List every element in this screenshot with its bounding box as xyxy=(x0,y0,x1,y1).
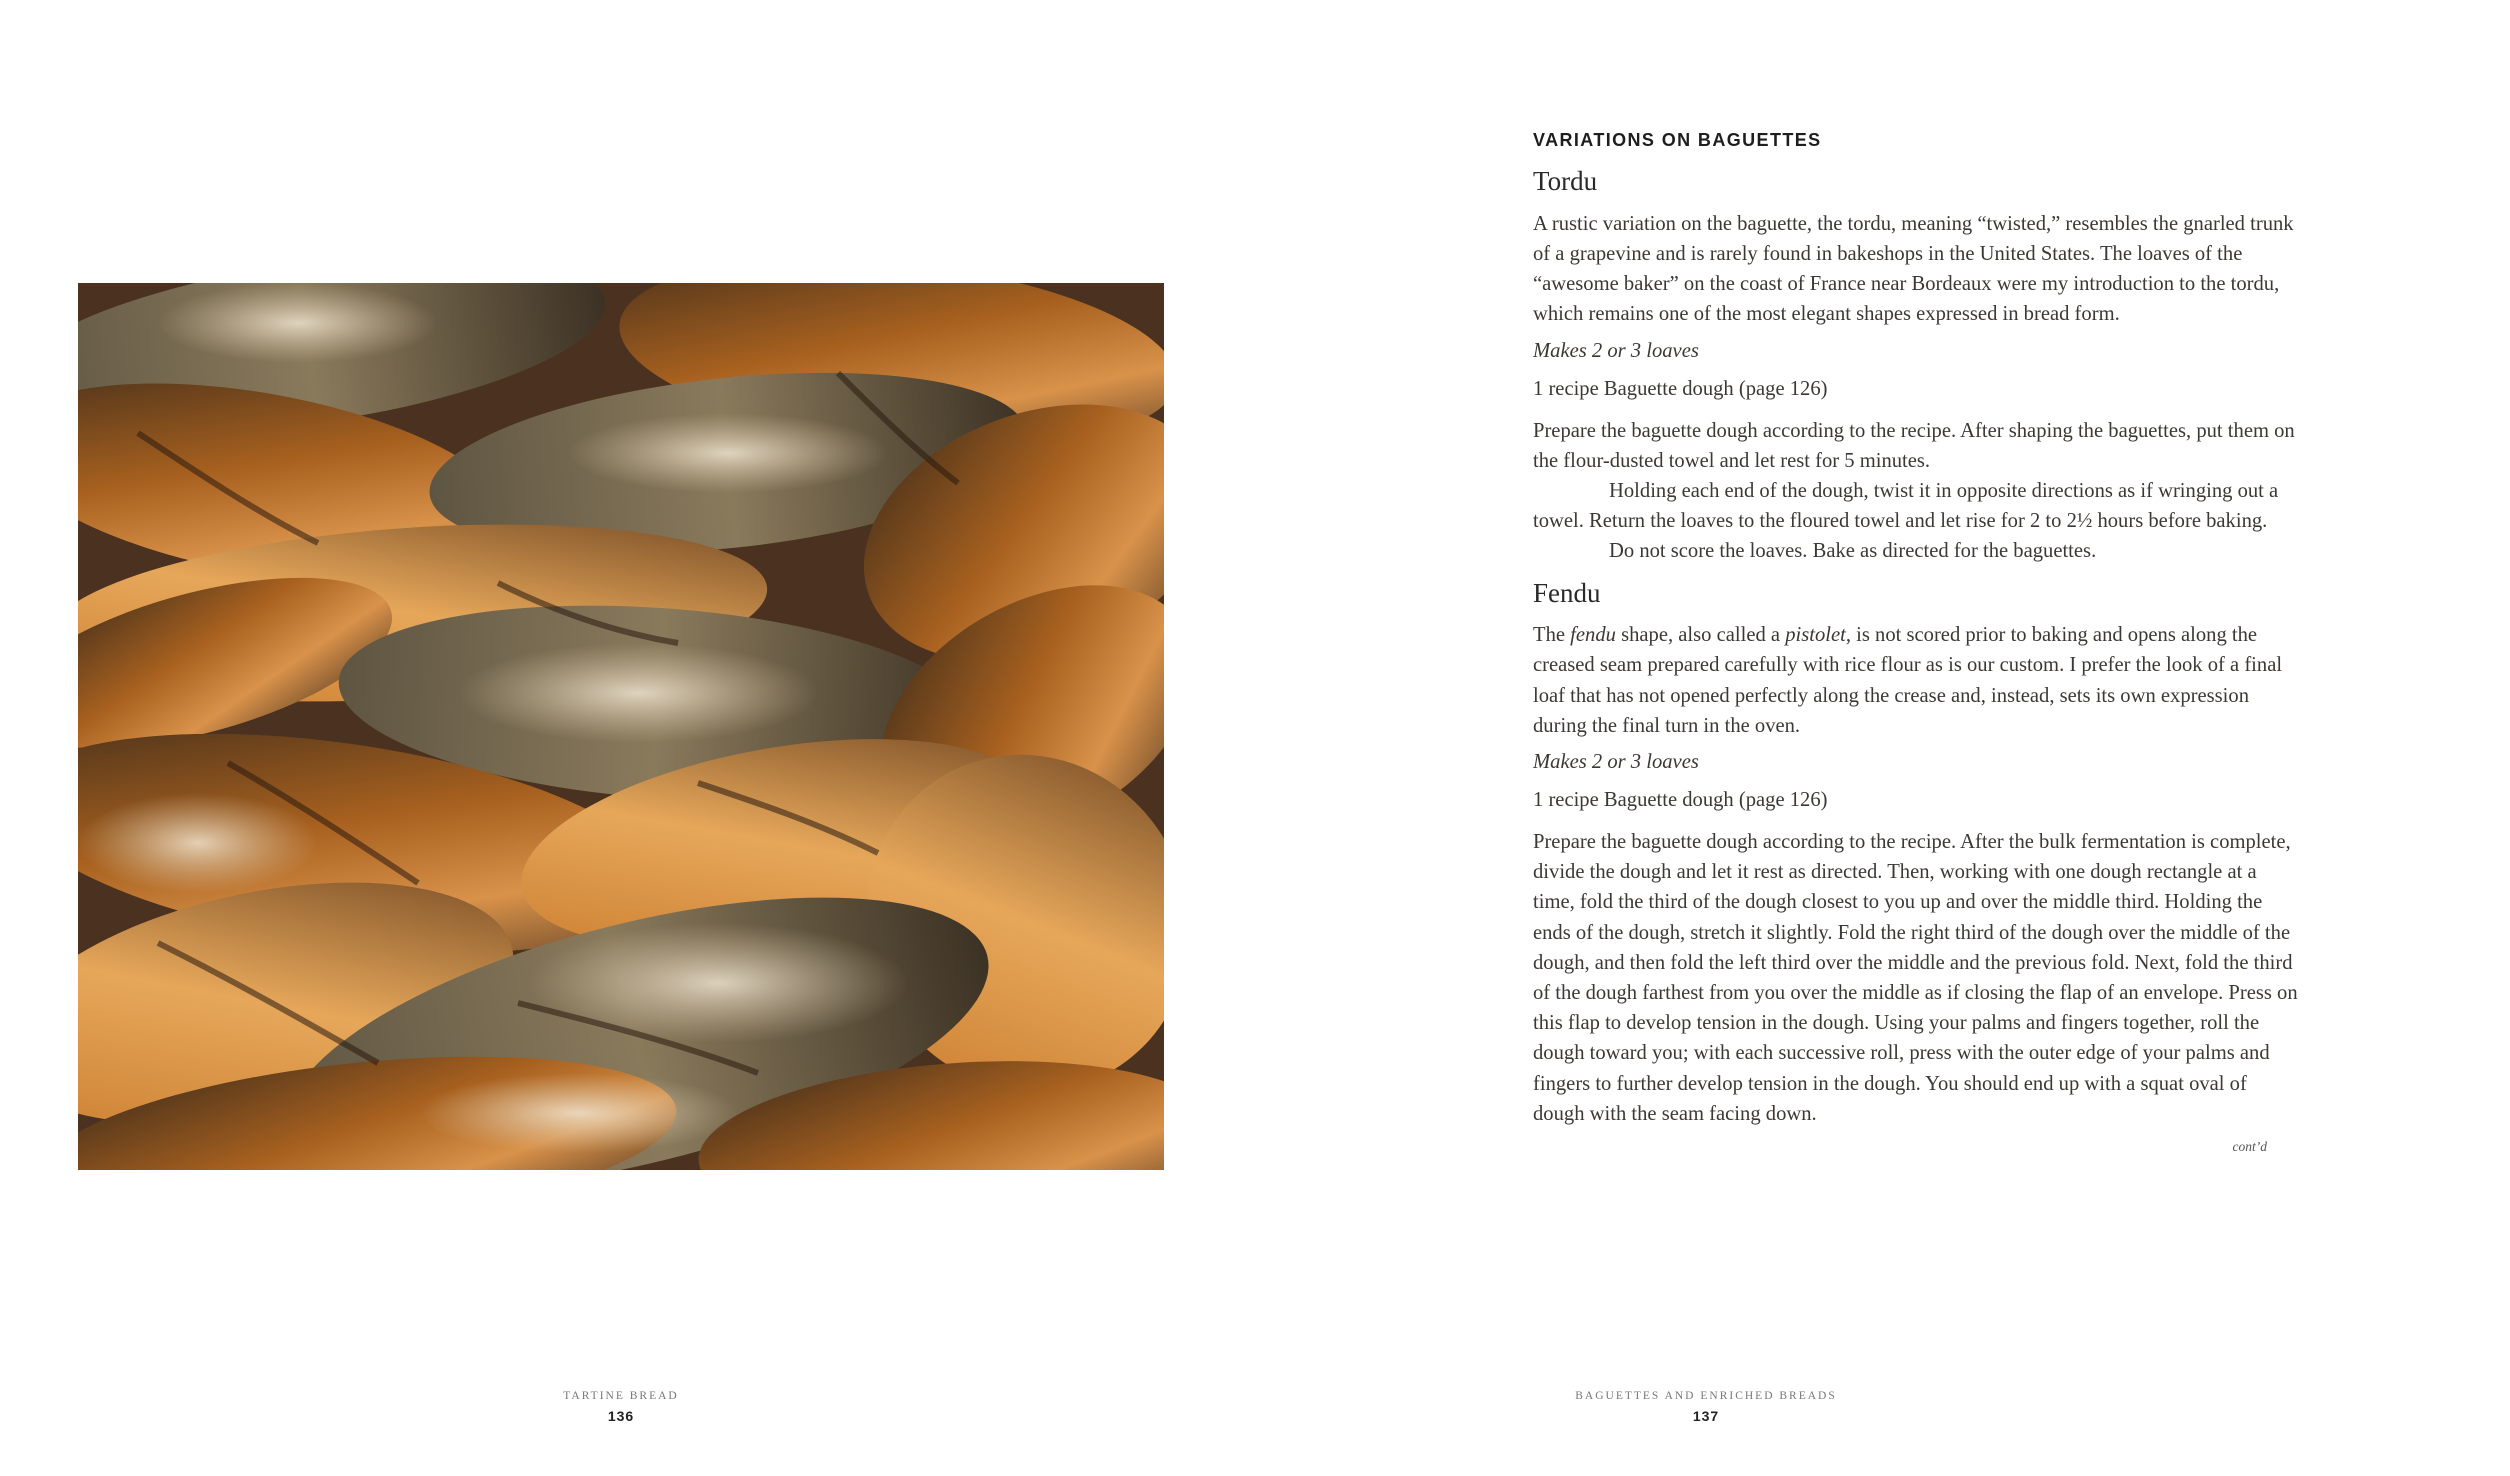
page-number-right: 137 xyxy=(1692,1408,1720,1424)
fendu-intro-part-2: shape, also called a xyxy=(1615,624,1786,647)
running-head-left: TARTINE BREAD xyxy=(563,1390,679,1402)
fendu-intro-part-1: The xyxy=(1533,624,1571,647)
fendu-step-1: Prepare the baguette dough according to the recipe. After the bulk fermentation is complete, divide the dough and let it rest as directed. Then, working with one dough rectangle at a time, fold the third of the dough closest to you up and over the middle third. Holding the ends of the dough, stretch it slightly. Fold the right third of the dough over the middle of the dough, and then fold the left third over the middle and the previous fold. Next, fold the third of the dough farthest from you over the middle as if closing the flap of an envelope. Press on this flap to develop tension in the dough. Using your palms and fingers together, roll the dough toward you; with each successive roll, press with the outer edge of your palms and fingers to further develop tension in the dough. You should end up with a squat oval of dough with the seam facing down. xyxy=(1533,831,2298,1125)
fendu-intro xyxy=(1533,620,2303,741)
section-label: VARIATIONS ON BAGUETTES xyxy=(1533,130,1822,150)
tordu-step-2: Holding each end of the dough, twist it in opposite directions as if wringing out a towel. Return the loaves to the floured towel and let rise for 2 to 2½ hours before baking. xyxy=(1533,479,2279,533)
twisted-loaves-image xyxy=(78,283,1164,1170)
fendu-intro-part-3: , is not scored prior to baking and opens along the creased seam prepared carefully with rice flour as is our custom. I prefer the look of a final loaf that has not opened perfectly along the crease and, instead, sets its own expression during the final turn in the oven. xyxy=(1533,624,2283,737)
fendu-title: Fendu xyxy=(1533,577,1601,608)
fendu-yield: Makes 2 or 3 loaves xyxy=(1533,751,1699,774)
left-folio xyxy=(421,1390,821,1424)
tordu-step-1: Prepare the baguette dough according to the recipe. After shaping the baguettes, put them on the flour-dusted towel and let rest for 5 minutes. xyxy=(1533,419,2295,472)
fendu-ingredient: 1 recipe Baguette dough (page 126) xyxy=(1533,789,1828,812)
right-page xyxy=(1255,0,2510,1476)
text-column xyxy=(1533,130,2303,1155)
running-head-right: BAGUETTES AND ENRICHED BREADS xyxy=(1575,1390,1837,1402)
continued-note: cont’d xyxy=(2232,1139,2267,1155)
tordu-yield: Makes 2 or 3 loaves xyxy=(1533,339,1699,362)
page-number-left: 136 xyxy=(607,1408,635,1424)
spacer xyxy=(1533,567,2303,579)
tordu-title: Tordu xyxy=(1533,166,1598,196)
tordu-ingredient: 1 recipe Baguette dough (page 126) xyxy=(1533,377,1828,400)
baguette-loaves-photo xyxy=(78,283,1164,1170)
tordu-intro: A rustic variation on the baguette, the tordu, meaning “twisted,” resembles the gnarled trunk of a grapevine and is rarely found in bakeshops in the United States. The loaves of the “awesome baker” on the coast of France near Bordeaux were my introduction to the tordu, which remains one of the most elegant shapes expressed in bread form. xyxy=(1533,212,2294,326)
fendu-intro-term-fendu: fendu xyxy=(1570,624,1616,647)
right-folio xyxy=(1506,1390,1906,1424)
fendu-intro-term-pistolet: pistolet xyxy=(1785,624,1846,647)
tordu-step-3: Do not score the loaves. Bake as directed for the baguettes. xyxy=(1609,540,2097,563)
